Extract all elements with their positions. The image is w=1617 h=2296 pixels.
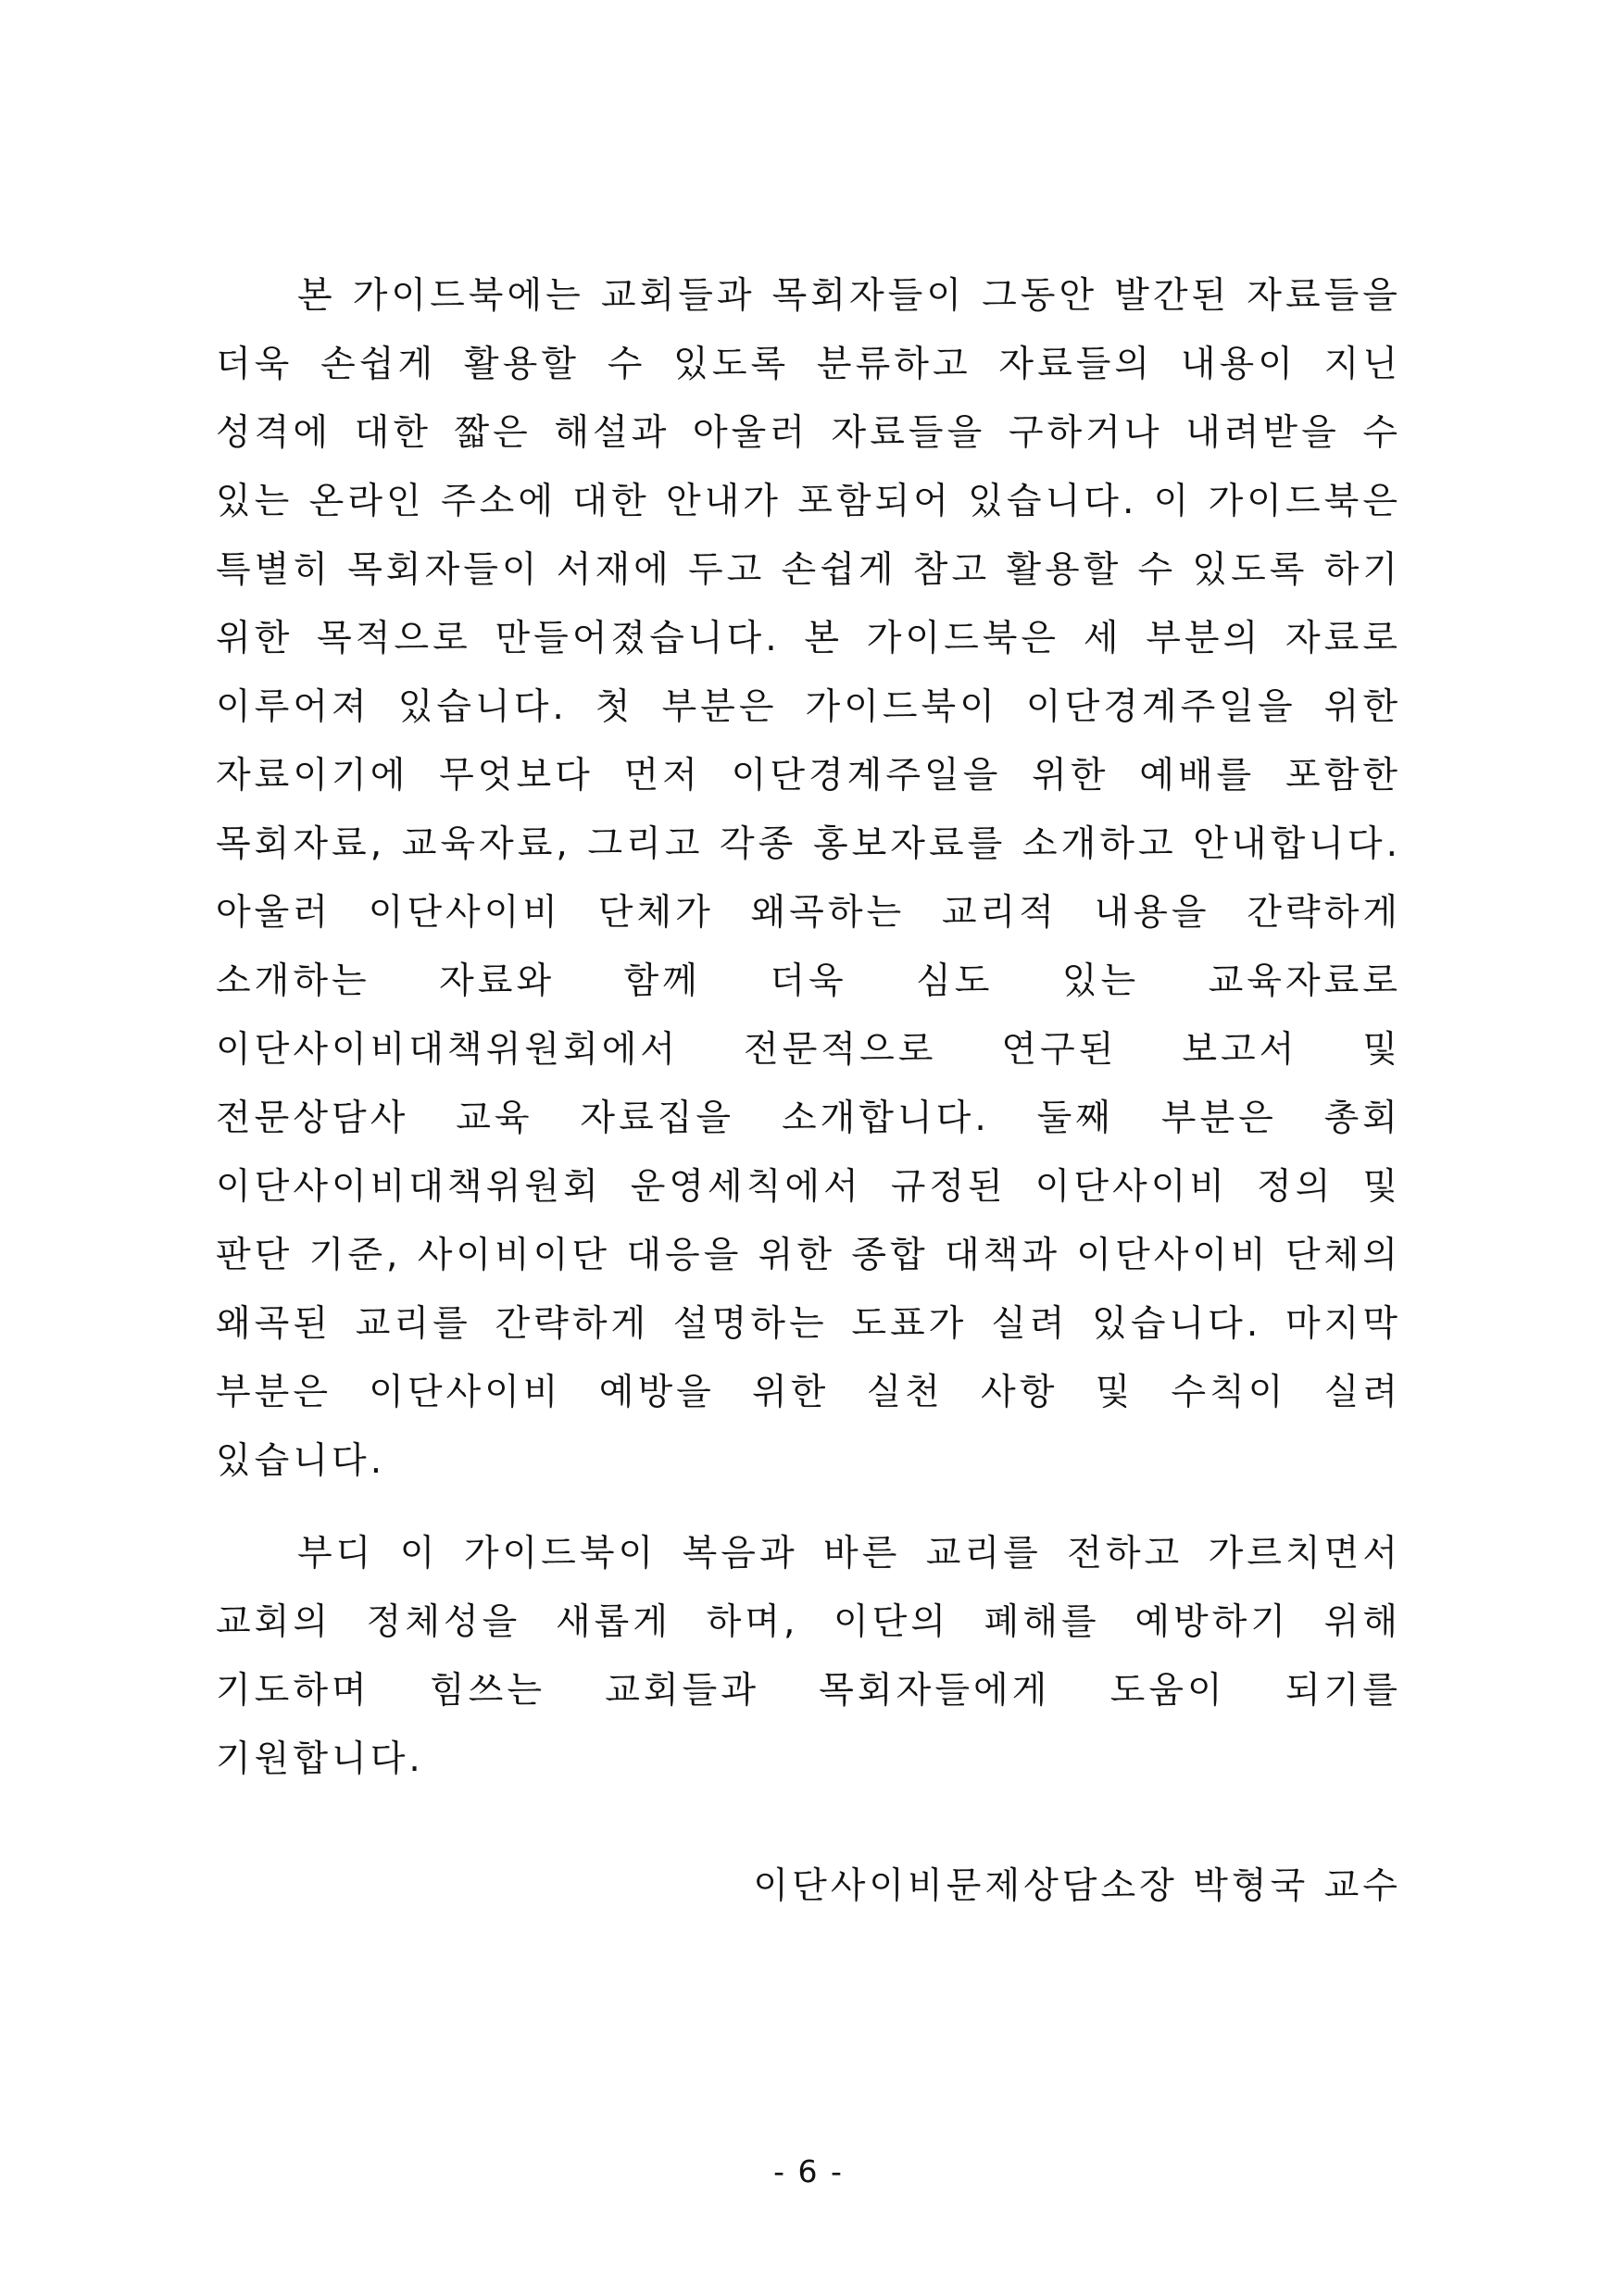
body-text (216, 262, 1401, 1794)
paragraph-closing-wish: 부디 이 가이드북이 복음과 바른 교리를 전하고 가르치면서 교회의 정체성을 새롭게 하며, 이단의 폐해를 예방하기 위해 기도하며 힘쓰는 교회들과 목회자들에게 도움이 되기를 기원합니다. (216, 1533, 1401, 1780)
paragraph-guidebook-overview: 본 가이드북에는 교회들과 목회자들이 그동안 발간된 자료들을 더욱 손쉽게 활용할 수 있도록 분류하고 자료들의 내용이 지닌 성격에 대한 짧은 해설과 아울러 자료들을 구하거나 내려받을 수 있는 온라인 주소에 대한 안내가 포함되어 있습니다. 이 가이드북은 특별히 목회자들이 서재에 두고 손쉽게 참고 활용할 수 있도록 하기 위한 목적으로 만들어졌습니다. 본 가이드북은 세 부분의 자료로 이루어져 있습니다. 첫 부분은 가이드북이 이단경계주일을 위한 자료이기에 무엇보다 먼저 이단경계주일을 위한 예배를 포함한 목회자료, 교육자료, 그리고 각종 홍보자료를 소개하고 안내합니다. 아울러 이단사이비 단체가 왜곡하는 교리적 내용을 간략하게 소개하는 자료와 함께 더욱 심도 있는 교육자료로 이단사이비대책위원회에서 전문적으로 연구된 보고서 및 전문상담사 교육 자료집을 소개합니다. 둘째 부분은 총회 이단사이비대책위원회 운영세칙에서 규정된 이단사이비 정의 및 판단 기준, 사이비이단 대응을 위한 종합 대책과 이단사이비 단체의 왜곡된 교리를 간략하게 설명하는 도표가 실려 있습니다. 마지막 부분은 이단사이비 예방을 위한 실천 사항 및 수칙이 실려 있습니다. (216, 275, 1401, 1482)
page-number: - 6 - (773, 2153, 844, 2189)
author-signature: 이단사이비문제상담소장 박형국 교수 (753, 1865, 1401, 1907)
